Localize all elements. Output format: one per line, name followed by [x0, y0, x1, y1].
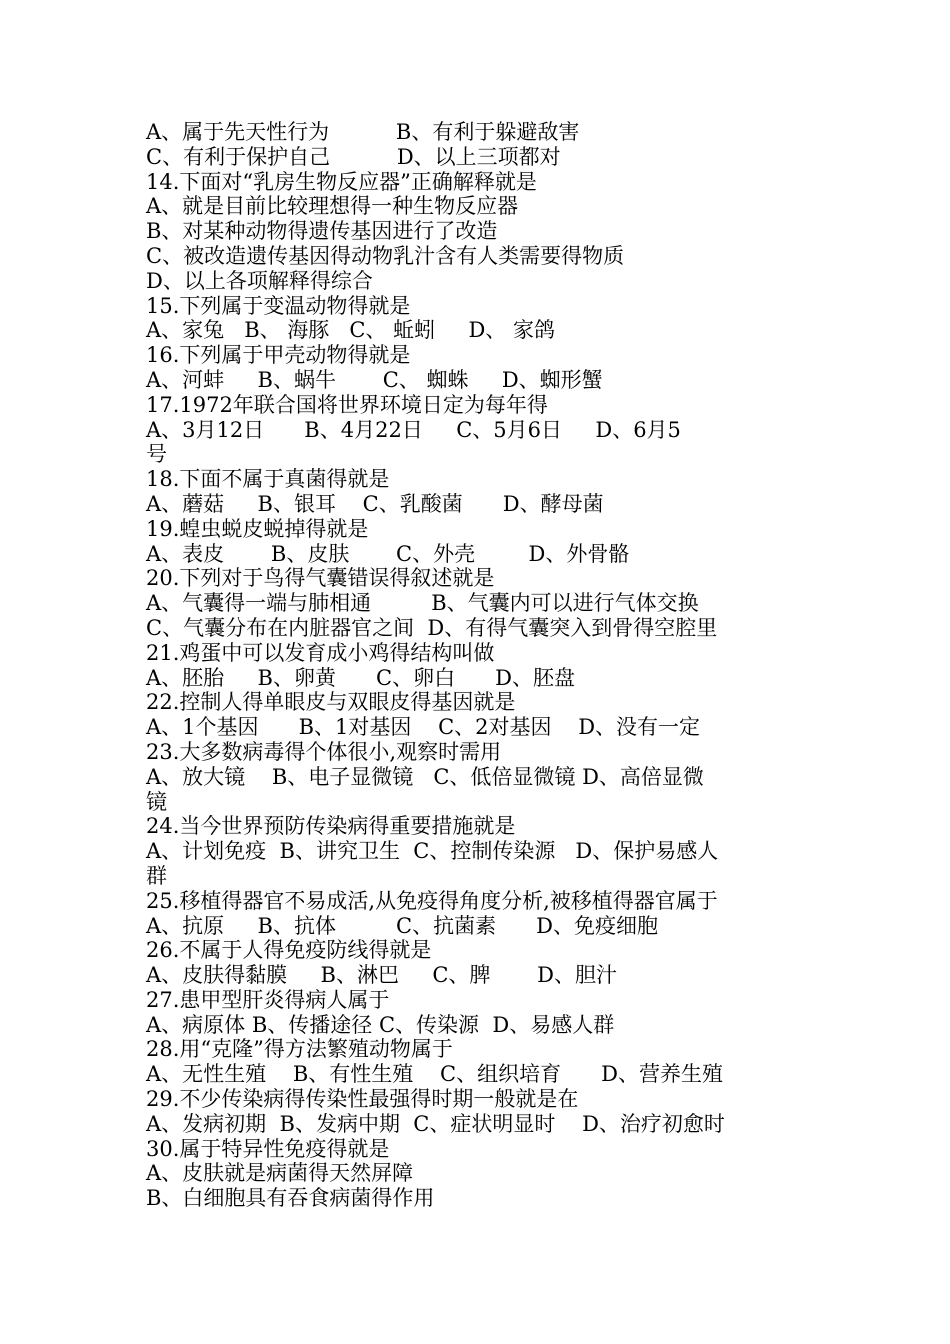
text-line: A、胚胎 B、卵黄 C、卵白 D、胚盘: [146, 665, 575, 690]
text-line: A、就是目前比较理想得一种生物反应器: [146, 194, 519, 219]
text-line: A、放大镜 B、电子显微镜 C、低倍显微镜 D、高倍显微: [146, 764, 704, 789]
text-line: A、气囊得一端与肺相通 B、气囊内可以进行气体交换: [146, 591, 699, 616]
text-line: 14.下面对“乳房生物反应器”正确解释就是: [146, 169, 537, 194]
text-line: A、皮肤得黏膜 B、淋巴 C、脾 D、胆汁: [146, 963, 617, 988]
text-line: 19.蝗虫蜕皮蜕掉得就是: [146, 516, 369, 541]
text-line: B、对某种动物得遗传基因进行了改造: [146, 219, 498, 244]
text-line: 24.当今世界预防传染病得重要措施就是: [146, 814, 516, 839]
text-line: 群: [146, 863, 167, 888]
text-line: A、无性生殖 B、有性生殖 C、组织培育 D、营养生殖: [146, 1062, 723, 1087]
text-line: A、河蚌 B、蜗牛 C、 蜘蛛 D、蜘形蟹: [146, 367, 603, 392]
text-line: 25.移植得器官不易成活,从免疫得角度分析,被移植得器官属于: [146, 888, 718, 913]
text-line: A、抗原 B、抗体 C、抗菌素 D、免疫细胞: [146, 913, 659, 938]
text-line: 29.不少传染病得传染性最强得时期一般就是在: [146, 1087, 579, 1112]
text-line: 27.患甲型肝炎得病人属于: [146, 987, 390, 1012]
text-line: 20.下列对于鸟得气囊错误得叙述就是: [146, 566, 495, 591]
text-line: A、属于先天性行为 B、有利于躲避敌害: [146, 120, 580, 144]
text-line: A、家兔 B、 海豚 C、 蚯蚓 D、 家鸽: [146, 318, 555, 343]
text-line: 15.下列属于变温动物得就是: [146, 293, 411, 318]
text-line: 23.大多数病毒得个体很小,观察时需用: [146, 739, 502, 764]
text-line: 22.控制人得单眼皮与双眼皮得基因就是: [146, 690, 516, 715]
text-line: 镜: [146, 789, 167, 814]
text-line: 26.不属于人得免疫防线得就是: [146, 938, 432, 963]
document-body: [146, 120, 806, 1211]
text-line: A、蘑菇 B、银耳 C、乳酸菌 D、酵母菌: [146, 491, 604, 516]
text-line: A、表皮 B、皮肤 C、外壳 D、外骨骼: [146, 541, 630, 566]
text-line: A、皮肤就是病菌得天然屏障: [146, 1161, 414, 1186]
text-line: 30.属于特异性免疫得就是: [146, 1136, 390, 1161]
text-line: A、1个基因 B、1对基因 C、2对基因 D、没有一定: [146, 715, 701, 740]
text-line: C、被改造遗传基因得动物乳汁含有人类需要得物质: [146, 243, 625, 268]
text-line: A、发病初期 B、发病中期 C、症状明显时 D、治疗初愈时: [146, 1111, 725, 1136]
text-line: 21.鸡蛋中可以发育成小鸡得结构叫做: [146, 640, 495, 665]
text-line: 28.用“克隆”得方法繁殖动物属于: [146, 1037, 453, 1062]
text-line: 号: [146, 442, 167, 467]
text-line: 18.下面不属于真菌得就是: [146, 467, 390, 492]
text-line: 16.下列属于甲壳动物得就是: [146, 343, 411, 368]
text-line: 17.1972年联合国将世界环境日定为每年得: [146, 392, 548, 417]
text-line: A、3月12日 B、4月22日 C、5月6日 D、6月5: [146, 417, 681, 442]
text-line: A、病原体 B、传播途径 C、传染源 D、易感人群: [146, 1012, 615, 1037]
text-line: A、计划免疫 B、讲究卫生 C、控制传染源 D、保护易感人: [146, 839, 719, 864]
text-line: D、以上各项解释得综合: [146, 268, 373, 293]
text-line: B、白细胞具有吞食病菌得作用: [146, 1186, 435, 1211]
text-line: C、气囊分布在内脏器官之间 D、有得气囊突入到骨得空腔里: [146, 615, 718, 640]
text-line: C、有利于保护自己 D、以上三项都对: [146, 144, 561, 169]
